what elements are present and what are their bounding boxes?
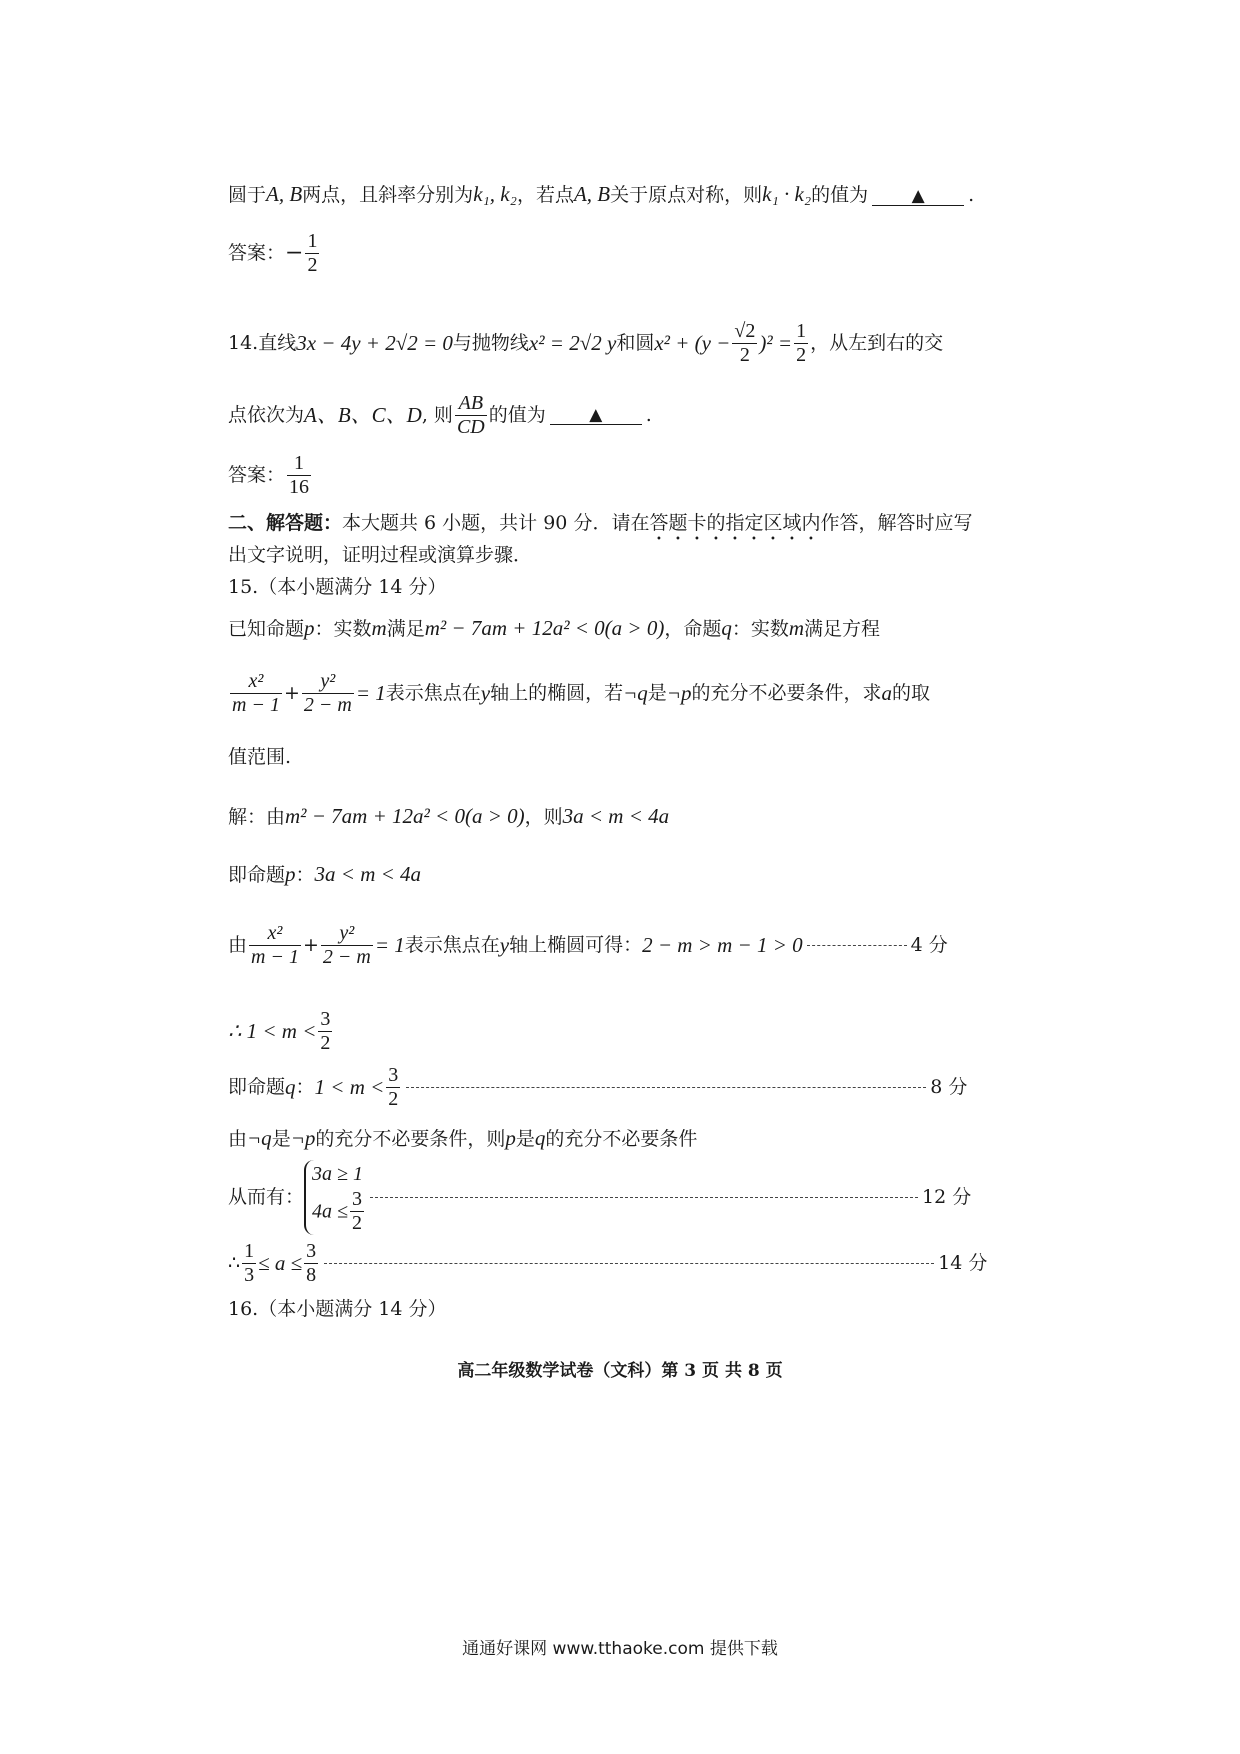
frac-num: x² — [230, 670, 282, 694]
solution-step2 — [228, 864, 421, 885]
var-p: p — [304, 616, 315, 640]
frac-den: 2 — [388, 1088, 399, 1110]
q13-points: A, B — [266, 182, 303, 206]
lower-bound-fraction — [242, 1240, 256, 1287]
not-q: ¬q — [247, 1126, 272, 1150]
bound-fraction — [350, 1188, 364, 1235]
var-m: m — [371, 616, 387, 640]
ratio-fraction — [455, 392, 487, 439]
result: 3a < m < 4a — [314, 862, 422, 886]
frac-num: 3 — [306, 1240, 317, 1262]
equals-one: = 1 — [374, 933, 405, 957]
frac-num: y² — [302, 670, 354, 694]
frac-den: 8 — [306, 1264, 317, 1286]
parabola-equation: x² = 2√2 y — [528, 331, 617, 355]
q14-text: ，从左到右的交 — [810, 332, 944, 354]
frac-num: AB — [455, 392, 487, 416]
solution-step3 — [228, 922, 948, 969]
q15-header — [228, 578, 446, 597]
circle-fraction — [732, 320, 757, 367]
circle-equation: x² + (y − — [654, 331, 731, 355]
equals-one: = 1 — [355, 681, 386, 705]
var-q: q — [534, 1126, 546, 1150]
not-p: ¬p — [666, 681, 692, 705]
frac-den: 2 − m — [303, 694, 352, 716]
q15-text: ：实数 — [314, 618, 372, 640]
line-equation: 3x − 4y + 2√2 = 0 — [296, 331, 453, 355]
result: 3a < m < 4a — [562, 804, 670, 828]
q14-text: 与抛物线 — [452, 332, 529, 354]
inequality: ∴ 1 < m < — [228, 1019, 317, 1043]
solution-text: ： — [295, 1076, 315, 1098]
q13-period: . — [968, 184, 975, 206]
q15-text: 轴上的椭圆，若 — [490, 682, 624, 704]
score-leader — [807, 945, 907, 946]
frac-num: 3 — [320, 1008, 331, 1030]
score-mark: 12 分 — [922, 1186, 972, 1208]
section-text: 出文字说明，证明过程或演算步骤． — [228, 544, 533, 566]
q15-text: 的充分不必要条件，求 — [691, 682, 882, 704]
score-mark: 14 分 — [938, 1252, 988, 1274]
frac-num: 1 — [287, 452, 311, 476]
q14-text: , 则 — [421, 404, 453, 426]
upper-bound-fraction — [304, 1240, 318, 1287]
score-mark: 8 分 — [930, 1076, 968, 1098]
answer-label: 答案： — [228, 242, 286, 264]
frac-num: 1 — [796, 320, 807, 342]
var-p: p — [505, 1126, 516, 1150]
answer-blank: ▲ — [550, 407, 642, 425]
frac-den: 16 — [289, 476, 310, 498]
ellipse-fraction-x — [249, 922, 301, 969]
solution-text: ： — [295, 864, 315, 886]
q13-slopes: k₁, k₂ — [473, 182, 517, 206]
inequality: 2 − m > m − 1 > 0 — [642, 933, 803, 957]
solution-step6 — [228, 1128, 697, 1149]
frac-num: y² — [321, 922, 373, 946]
system-row-2 — [312, 1188, 366, 1235]
section-title: 二、解答题： — [228, 512, 343, 534]
answer-label: 答案： — [228, 464, 286, 486]
solution-text: 的充分不必要条件 — [545, 1128, 698, 1150]
var-y: y — [480, 681, 491, 705]
q13-text: 两点，且斜率分别为 — [302, 184, 474, 206]
question-header: 16.（本小题满分 14 分） — [228, 1298, 447, 1320]
ellipse-fraction-y — [302, 670, 354, 717]
inequality: m² − 7am + 12a² < 0(a > 0) — [424, 616, 665, 640]
solution-step8 — [228, 1240, 987, 1287]
inequality: 4a ≤ — [312, 1200, 348, 1223]
var-p: p — [285, 862, 296, 886]
radius-fraction — [794, 320, 808, 367]
section-text: 作答，解答时应写 — [820, 512, 973, 534]
frac-den: 2 — [739, 344, 750, 366]
solution-text: 是 — [515, 1128, 535, 1150]
page-footer: 高二年级数学试卷（文科）第 3 页 共 8 页 — [457, 1361, 783, 1381]
frac-den: 2 — [352, 1212, 362, 1234]
frac-num: 3 — [352, 1188, 362, 1210]
not-p: ¬p — [290, 1126, 316, 1150]
answer-fraction — [287, 452, 311, 499]
q15-text: ：实数 — [731, 618, 789, 640]
plus-sign: + — [302, 934, 319, 956]
frac-den: m − 1 — [232, 694, 280, 716]
solution-text: ，则 — [524, 806, 563, 828]
section-emphasis: 答题卡的指定区域内 — [649, 512, 821, 534]
inequality: ≤ a ≤ — [258, 1251, 303, 1275]
frac-num: √2 — [734, 320, 756, 342]
solution-text: 即命题 — [228, 1076, 286, 1098]
q13-text: 圆于 — [228, 184, 267, 206]
q13-text: 的值为 — [811, 184, 869, 206]
answer-sign: − — [285, 240, 304, 266]
frac-num: 1 — [307, 230, 318, 252]
inequality: 1 < m < — [314, 1075, 385, 1099]
q15-text: 值范围. — [228, 746, 292, 768]
q13-points: A, B — [573, 182, 611, 206]
score-leader — [324, 1263, 934, 1264]
solution-step1 — [228, 806, 669, 827]
solution-step4 — [228, 1008, 334, 1055]
q14-points: A、B、C、D — [304, 403, 422, 427]
solution-text: 表示焦点在 — [404, 934, 500, 956]
q15-text: ，命题 — [664, 618, 722, 640]
frac-den: 3 — [244, 1264, 255, 1286]
frac-num: 3 — [388, 1064, 399, 1086]
solution-text: 从而有： — [228, 1186, 305, 1208]
not-q: ¬q — [623, 681, 648, 705]
frac-den: 2 − m — [322, 946, 371, 968]
solution-text: 的充分不必要条件，则 — [315, 1128, 506, 1150]
q15-text: 满足方程 — [804, 618, 881, 640]
solution-text: 轴上椭圆可得： — [509, 934, 643, 956]
var-q: q — [285, 1075, 296, 1099]
section-heading — [228, 512, 972, 545]
solution-text: 即命题 — [228, 864, 286, 886]
frac-den: 2 — [796, 344, 807, 366]
q15-stem-line1 — [228, 618, 880, 639]
solution-text: 由 — [228, 934, 248, 956]
var-y: y — [499, 933, 510, 957]
score-leader — [406, 1087, 926, 1088]
q15-stem-line2 — [228, 670, 930, 717]
q15-text: 已知命题 — [228, 618, 305, 640]
q14-line1 — [228, 320, 943, 367]
q14-text: 点依次为 — [228, 404, 305, 426]
var-q: q — [721, 616, 732, 640]
q13-product: k₁ · k₂ — [762, 182, 812, 206]
q14-prefix: 14.直线 — [228, 332, 297, 354]
q15-text: 表示焦点在 — [385, 682, 481, 704]
q15-stem-line3 — [228, 748, 291, 767]
frac-num: x² — [249, 922, 301, 946]
section-line2 — [228, 546, 532, 565]
question-header: 15.（本小题满分 14 分） — [228, 576, 447, 598]
q14-text: 的值为 — [488, 404, 546, 426]
var-a: a — [881, 681, 892, 705]
frac-num: 1 — [244, 1240, 255, 1262]
section-text: 本大题共 6 小题，共计 90 分．请在 — [342, 512, 650, 534]
system-row-1: 3a ≥ 1 — [312, 1163, 363, 1185]
ellipse-fraction-x — [230, 670, 282, 717]
frac-den: m − 1 — [251, 946, 299, 968]
q14-answer — [228, 452, 313, 499]
bound-fraction — [318, 1008, 332, 1055]
inequality: m² − 7am + 12a² < 0(a > 0) — [285, 804, 525, 828]
q14-line2 — [228, 392, 652, 439]
bound-fraction — [386, 1064, 400, 1111]
inequality-system — [304, 1160, 366, 1235]
ellipse-fraction-y — [321, 922, 373, 969]
therefore-sign: ∴ — [228, 1252, 241, 1274]
q13-text: ，若点 — [516, 184, 574, 206]
q13-answer — [228, 230, 321, 277]
frac-den: 2 — [307, 254, 318, 276]
plus-sign: + — [283, 682, 300, 704]
circle-equation: )² = — [759, 331, 793, 355]
solution-step5 — [228, 1064, 967, 1111]
frac-den: 2 — [320, 1032, 331, 1054]
solution-step7 — [228, 1160, 971, 1235]
q14-text: 和圆 — [616, 332, 655, 354]
score-leader — [370, 1197, 918, 1198]
score-mark: 4 分 — [910, 934, 948, 956]
answer-fraction — [305, 230, 319, 277]
q15-text: 的取 — [891, 682, 930, 704]
q13-text: 关于原点对称，则 — [610, 184, 763, 206]
site-credit: 通通好课网 www.tthaoke.com 提供下载 — [462, 1639, 778, 1659]
solution-text: 是 — [271, 1128, 291, 1150]
solution-text: 由 — [228, 1128, 248, 1150]
var-m: m — [788, 616, 805, 640]
q16-header — [228, 1300, 446, 1319]
frac-den: CD — [456, 416, 485, 438]
q15-text: 满足 — [386, 618, 425, 640]
answer-blank: ▲ — [872, 188, 964, 206]
q14-period: . — [645, 404, 652, 426]
solution-text: 解：由 — [228, 806, 286, 828]
q15-text: 是 — [647, 682, 667, 704]
q13-line — [228, 184, 974, 206]
